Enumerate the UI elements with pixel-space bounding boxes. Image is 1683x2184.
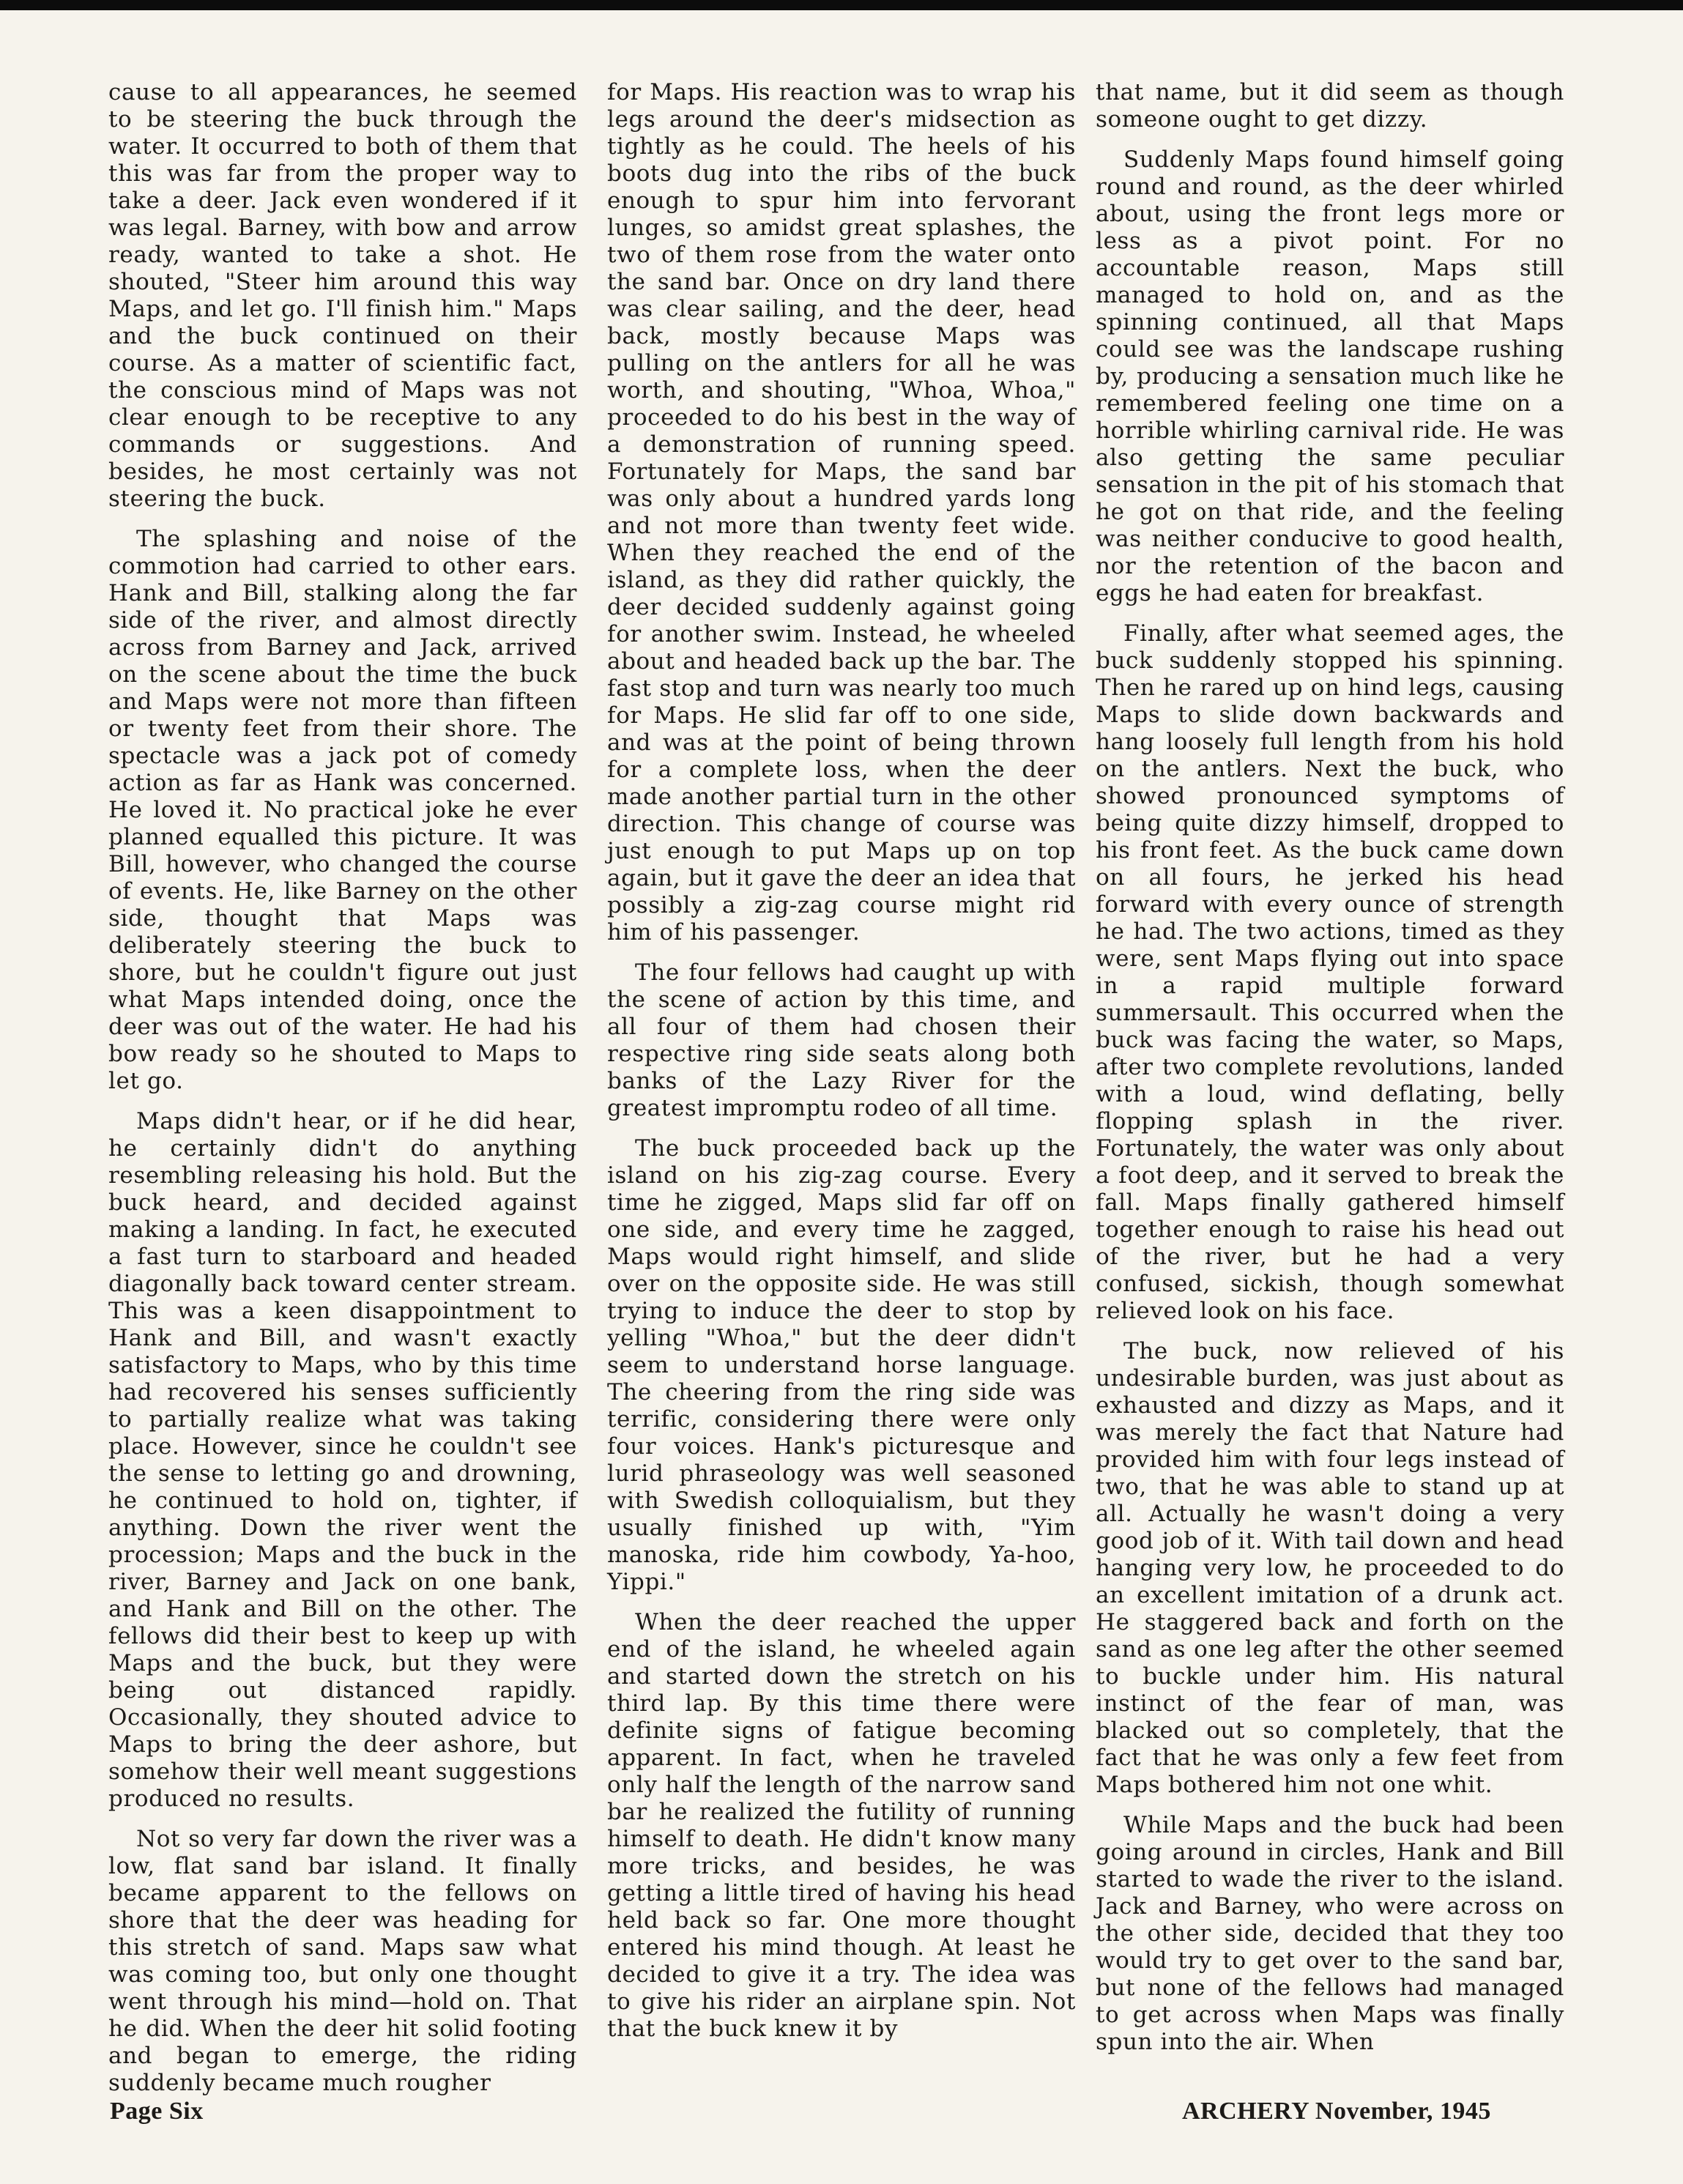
paragraph: cause to all appearances, he seemed to be steering the buck through the water. It occurred to both of them that this was far from the proper way to take a deer. Jack even wondered if it was legal. Barney, with bow and arrow ready, wanted to take a shot. He shouted, "Steer him around this way Maps, and let go. I'll finish him." Maps and the buck continued on their course. As a matter of scientific fact, the conscious mind of Maps was not clear enough to be receptive to any commands or suggestions. And besides, he most certainly was not steering the buck.	[108, 79, 577, 512]
paragraph: The splashing and noise of the commotion had carried to other ears. Hank and Bill, stalking along the far side of the river, and almost directly across from Barney and Jack, arrived on the scene about the time the buck and Maps were not more than fifteen or twenty feet from their shore. The spectacle was a jack pot of comedy action as far as Hank was concerned. He loved it. No practical joke he ever planned equalled this picture. It was Bill, however, who changed the course of events. He, like Barney on the other side, thought that Maps was deliberately steering the buck to shore, but he couldn't figure out just what Maps intended doing, once the deer was out of the water. He had his bow ready so he shouted to Maps to let go.	[108, 526, 577, 1094]
paragraph: Finally, after what seemed ages, the buck suddenly stopped his spinning. Then he rared up on hind legs, causing Maps to slide down backwards and hang loosely full length from his hold on the antlers. Next the buck, who showed pronounced symptoms of being quite dizzy himself, dropped to his front feet. As the buck came down on all fours, he jerked his head forward with every ounce of strength he had. The two actions, timed as they were, sent Maps flying out into space in a rapid multiple forward summersault. This occurred when the buck was facing the water, so Maps, after two complete revolutions, landed with a loud, wind deflating, belly flopping splash in the river. Fortunately, the water was only about a foot deep, and it served to break the fall. Maps finally gathered himself together enough to raise his head out of the river, but he had a very confused, sickish, though somewhat relieved look on his face.	[1096, 620, 1564, 1324]
page-number: Page Six	[110, 2098, 204, 2125]
paragraph: While Maps and the buck had been going around in circles, Hank and Bill started to wade the river to the island. Jack and Barney, who were across on the other side, decided that they too would try to get over to the sand bar, but none of the fellows had managed to get across when Maps was finally spun into the air. When	[1096, 1812, 1564, 2055]
text-column-3	[1096, 79, 1564, 2055]
publication-issue: ARCHERY November, 1945	[1182, 2098, 1491, 2125]
paragraph: The four fellows had caught up with the scene of action by this time, and all four of them had chosen their respective ring side seats along both banks of the Lazy River for the greatest impromptu rodeo of all time.	[607, 959, 1076, 1121]
paragraph: Suddenly Maps found himself going round and round, as the deer whirled about, using the front legs more or less as a pivot point. For no accountable reason, Maps still managed to hold on, and as the spinning continued, all that Maps could see was the landscape rushing by, producing a sensation much like he remembered feeling one time on a horrible whirling carnival ride. He was also getting the same peculiar sensation in the pit of his stomach that he got on that ride, and the feeling was neither conducive to good health, nor the retention of the bacon and eggs he had eaten for breakfast.	[1096, 146, 1564, 606]
paragraph: that name, but it did seem as though someone ought to get dizzy.	[1096, 79, 1564, 133]
text-column-2	[607, 79, 1076, 2042]
paragraph: The buck, now relieved of his undesirable burden, was just about as exhausted and dizzy as Maps, and it was merely the fact that Nature had provided him with four legs instead of two, that he was able to stand up at all. Actually he wasn't doing a very good job of it. With tail down and head hanging very low, he proceeded to do an excellent imitation of a drunk act. He staggered back and forth on the sand as one leg after the other seemed to buckle under him. His natural instinct of the fear of man, was blacked out so completely, that the fact that he was only a few feet from Maps bothered him not one whit.	[1096, 1338, 1564, 1798]
paragraph: Not so very far down the river was a low, flat sand bar island. It finally became apparent to the fellows on shore that the deer was heading for this stretch of sand. Maps saw what was coming too, but only one thought went through his mind—hold on. That he did. When the deer hit solid footing and began to emerge, the riding suddenly became much rougher	[108, 1826, 577, 2096]
paragraph: When the deer reached the upper end of the island, he wheeled again and started down the stretch on his third lap. By this time there were definite signs of fatigue becoming apparent. In fact, when he traveled only half the length of the narrow sand bar he realized the futility of running himself to death. He didn't know many more tricks, and besides, he was getting a little tired of having his head held back so far. One more thought entered his mind though. At least he decided to give it a try. The idea was to give his rider an airplane spin. Not that the buck knew it by	[607, 1609, 1076, 2042]
paragraph: Maps didn't hear, or if he did hear, he certainly didn't do anything resembling releasing his hold. But the buck heard, and decided against making a landing. In fact, he executed a fast turn to starboard and headed diagonally back toward center stream. This was a keen disappointment to Hank and Bill, and wasn't exactly satisfactory to Maps, who by this time had recovered his senses sufficiently to partially realize what was taking place. However, since he couldn't see the sense to letting go and drowning, he continued to hold on, tighter, if anything. Down the river went the procession; Maps and the buck in the river, Barney and Jack on one bank, and Hank and Bill on the other. The fellows did their best to keep up with Maps and the buck, but they were being out distanced rapidly. Occasionally, they shouted advice to Maps to bring the deer ashore, but somehow their well meant suggestions produced no results.	[108, 1108, 577, 1812]
paragraph: The buck proceeded back up the island on his zig-zag course. Every time he zigged, Maps slid far off on one side, and every time he zagged, Maps would right himself, and slide over on the opposite side. He was still trying to induce the deer to stop by yelling "Whoa," but the deer didn't seem to understand horse language. The cheering from the ring side was terrific, considering there were only four voices. Hank's picturesque and lurid phraseology was well seasoned with Swedish colloquialism, but they usually finished up with, "Yim manoska, ride him cowbody, Ya-hoo, Yippi."	[607, 1135, 1076, 1595]
text-column-1	[108, 79, 577, 2096]
paragraph: for Maps. His reaction was to wrap his legs around the deer's midsection as tightly as he could. The heels of his boots dug into the ribs of the buck enough to spur him into fervorant lunges, so amidst great splashes, the two of them rose from the water onto the sand bar. Once on dry land there was clear sailing, and the deer, head back, mostly because Maps was pulling on the antlers for all he was worth, and shouting, "Whoa, Whoa," proceeded to do his best in the way of a demonstration of running speed. Fortunately for Maps, the sand bar was only about a hundred yards long and not more than twenty feet wide. When they reached the end of the island, as they did rather quickly, the deer decided suddenly against going for another swim. Instead, he wheeled about and headed back up the bar. The fast stop and turn was nearly too much for Maps. He slid far off to one side, and was at the point of being thrown for a complete loss, when the deer made another partial turn in the other direction. This change of course was just enough to put Maps up on top again, but it gave the deer an idea that possibly a zig-zag course might rid him of his passenger.	[607, 79, 1076, 946]
page-top-edge	[0, 0, 1683, 10]
